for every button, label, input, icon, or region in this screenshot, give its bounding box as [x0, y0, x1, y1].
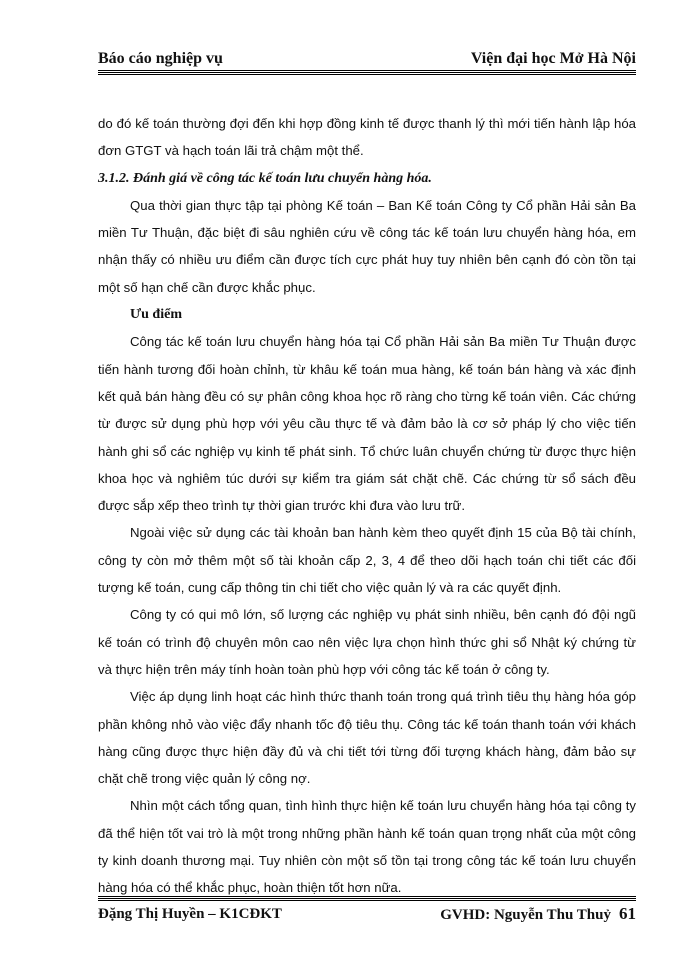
footer-advisor: GVHD: Nguyễn Thu Thuỷ: [440, 907, 611, 923]
paragraph-advantages-3: Công ty có qui mô lớn, số lượng các nghiệp vụ phát sinh nhiều, bên cạnh đó đội ngũ kế toán có trình độ chuyên môn cao nên việc lựa chọn hình thức ghi sổ Nhật ký chứng từ và thực hiện trên máy tính hoàn toàn phù hợp với công tác kế toán ở công ty.: [98, 607, 636, 677]
subheading-advantages: Ưu điểm: [130, 307, 182, 323]
section-heading: 3.1.2. Đánh giá về công tác kế toán lưu chuyển hàng hóa.: [98, 170, 432, 186]
paragraph-intro: Qua thời gian thực tập tại phòng Kế toán – Ban Kế toán Công ty Cổ phần Hải sản Ba miền Tư Thuận, đặc biệt đi sâu nghiên cứu về công tác kế toán lưu chuyển hàng hóa, em nhận thấy có nhiều ưu điểm cần được tích cực phát huy tuy nhiên bên cạnh đó còn tồn tại một số hạn chế cần được khắc phục.: [98, 197, 636, 295]
header-left-title: Báo cáo nghiệp vụ: [98, 50, 223, 67]
page-body: [98, 110, 636, 902]
paragraph-summary: Nhìn một cách tổng quan, tình hình thực hiện kế toán lưu chuyển hàng hóa tại công ty đã thể hiện tốt vai trò là một trong những phần hành kế toán quan trọng nhất của một công ty kinh doanh thương mại. Tuy nhiên còn một số tồn tại trong công tác kế toán lưu chuyển hàng hóa có thể khắc phục, hoàn thiện tốt hơn nữa.: [98, 798, 636, 896]
footer-right: [440, 904, 636, 924]
footer-rule: [98, 896, 636, 901]
paragraph-advantages-2: Ngoài việc sử dụng các tài khoản ban hành kèm theo quyết định 15 của Bộ tài chính, công ty còn mở thêm một số tài khoản cấp 2, 3, 4 để theo dõi hạch toán chi tiết các đối tượng kế toán, cung cấp thông tin chi tiết cho việc quản lý và ra các quyết định.: [98, 525, 636, 596]
paragraph-continuation: do đó kế toán thường đợi đến khi hợp đồng kinh tế được thanh lý thì mới tiến hành lập hóa đơn GTGT và hạch toán lãi trả chậm một thể.: [98, 116, 636, 159]
page-header: [98, 40, 636, 68]
footer-author: Đặng Thị Huyền – K1CĐKT: [98, 905, 282, 922]
paragraph-advantages-4: Việc áp dụng linh hoạt các hình thức thanh toán trong quá trình tiêu thụ hàng hóa góp phần không nhỏ vào việc đẩy nhanh tốc độ tiêu thụ. Công tác kế toán thanh toán với khách hàng cũng được thực hiện đầy đủ và chi tiết tới từng đối tượng khách hàng, đảm bảo sự chặt chẽ trong việc quản lý công nợ.: [98, 689, 636, 787]
page-number: 61: [619, 904, 636, 923]
header-right-title: Viện đại học Mở Hà Nội: [470, 50, 636, 67]
header-rule: [98, 70, 636, 75]
page-footer: [98, 902, 636, 926]
paragraph-advantages-1: Công tác kế toán lưu chuyển hàng hóa tại Cổ phần Hải sản Ba miền Tư Thuận được tiến hành tương đối hoàn chỉnh, từ khâu kế toán mua hàng, kế toán bán hàng và xác định kết quả bán hàng đều có sự phân công khoa học rõ ràng cho từng kế toán viên. Các chứng từ được sử dụng phù hợp với yêu cầu thực tế và đảm bảo là cơ sở pháp lý cho việc tiến hành ghi sổ các nghiệp vụ kinh tế phát sinh. Tổ chức luân chuyển chứng từ được thực hiện khoa học và nghiêm túc dưới sự kiểm tra giám sát chặt chẽ. Các chứng từ sổ sách đều được sắp xếp theo trình tự thời gian trước khi đưa vào lưu trữ.: [98, 334, 636, 514]
